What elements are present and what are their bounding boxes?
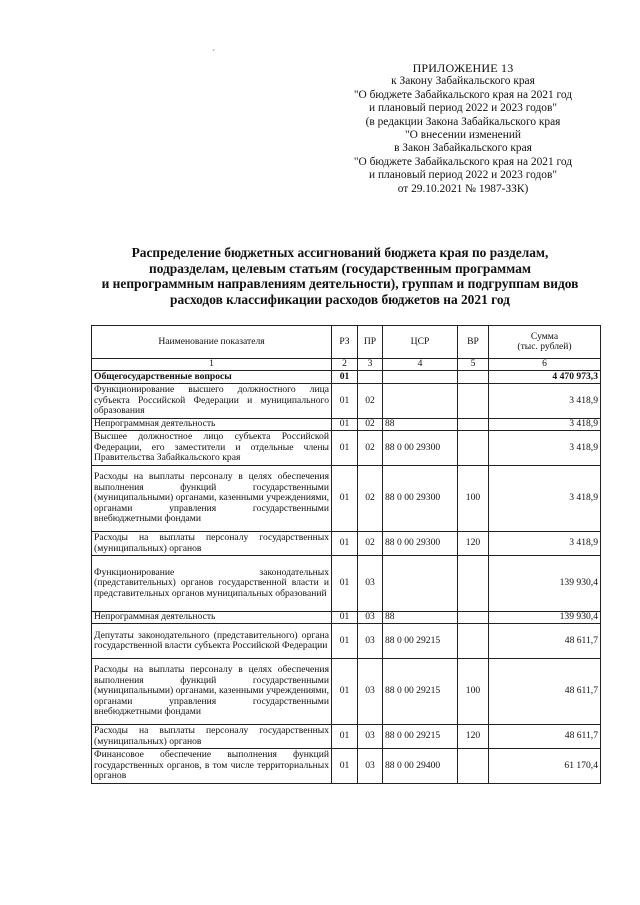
row-pr: 02 xyxy=(358,384,383,419)
row-vr: 120 xyxy=(458,532,489,556)
row-vr: 120 xyxy=(458,725,489,749)
col-header-sum-label: Сумма xyxy=(530,330,559,342)
row-csr: 88 0 00 29215 xyxy=(383,659,458,725)
header-line: от 29.10.2021 № 1987-ЗЗК) xyxy=(397,182,529,195)
row-name: Непрограммная деятельность xyxy=(92,419,332,431)
row-name: Высшее должностное лицо субъекта Российской Федерации, его заместители и отдельные члены Правительства Забайкальского края xyxy=(92,431,332,466)
header-line: "О внесении изменений xyxy=(404,129,522,142)
column-number: 2 xyxy=(332,359,358,371)
table-row xyxy=(92,659,601,725)
row-name: Финансовое обеспечение выполнения функций государственных органов, в том числе территориальных органов xyxy=(92,749,332,784)
row-csr: 88 0 00 29215 xyxy=(383,725,458,749)
row-name: Расходы на выплаты персоналу государственных (муниципальных) органов xyxy=(92,725,332,749)
col-header-sum xyxy=(489,326,601,359)
row-sum: 61 170,4 xyxy=(489,749,601,784)
row-vr xyxy=(458,384,489,419)
row-sum: 139 930,4 xyxy=(489,612,601,624)
row-sum: 139 930,4 xyxy=(489,556,601,612)
col-header-name: Наименование показателя xyxy=(92,326,332,359)
title-line: и непрограммным направлениям деятельности), группам и подгруппам видов xyxy=(101,276,579,292)
table-row xyxy=(92,431,601,466)
col-header-sum-units: (тыс. рублей) xyxy=(517,341,572,352)
table-row xyxy=(92,624,601,659)
budget-table xyxy=(91,325,601,784)
column-number: 6 xyxy=(489,359,601,371)
header-line: в Закон Забайкальского края xyxy=(394,142,532,155)
table-row xyxy=(92,556,601,612)
row-csr: 88 0 00 29300 xyxy=(383,532,458,556)
scan-speck: ´ xyxy=(212,48,215,58)
row-rz: 01 xyxy=(332,371,358,384)
row-name: Расходы на выплаты персоналу в целях обеспечения выполнения функций государственными (муниципальными) органами, казенными учреждениями, органами управления государственными внебюджетными фондами xyxy=(92,659,332,725)
table-row xyxy=(92,725,601,749)
row-rz: 01 xyxy=(332,725,358,749)
col-header-rz: РЗ xyxy=(332,326,358,359)
table-row xyxy=(92,466,601,532)
header-line: и плановый период 2022 и 2023 годов" xyxy=(369,102,557,115)
header-line: "О бюджете Забайкальского края на 2021 год xyxy=(353,88,573,101)
row-pr: 03 xyxy=(358,659,383,725)
title-line: расходов классификации расходов бюджетов на 2021 год xyxy=(170,291,510,307)
row-pr: 02 xyxy=(358,466,383,532)
row-vr: 100 xyxy=(458,466,489,532)
column-number: 4 xyxy=(383,359,458,371)
row-rz: 01 xyxy=(332,612,358,624)
column-number: 1 xyxy=(92,359,332,371)
col-header-pr: ПР xyxy=(358,326,383,359)
row-pr: 03 xyxy=(358,624,383,659)
row-rz: 01 xyxy=(332,749,358,784)
row-csr: 88 0 00 29300 xyxy=(383,431,458,466)
row-pr: 03 xyxy=(358,556,383,612)
row-csr xyxy=(383,384,458,419)
col-header-csr: ЦСР xyxy=(383,326,458,359)
row-csr: 88 0 00 29215 xyxy=(383,624,458,659)
row-pr: 03 xyxy=(358,749,383,784)
row-name: Общегосударственные вопросы xyxy=(92,371,332,384)
row-rz: 01 xyxy=(332,624,358,659)
row-sum: 4 470 973,3 xyxy=(489,371,601,384)
table-header-row xyxy=(92,326,601,359)
row-vr xyxy=(458,371,489,384)
row-sum: 3 418,9 xyxy=(489,419,601,431)
row-name: Непрограммная деятельность xyxy=(92,612,332,624)
row-sum: 48 611,7 xyxy=(489,725,601,749)
row-vr xyxy=(458,431,489,466)
appendix-number: ПРИЛОЖЕНИЕ 13 xyxy=(412,61,514,75)
table-row xyxy=(92,532,601,556)
row-name: Функционирование законодательных (представительных) органов государственной власти и представительных органов муниципальных образований xyxy=(92,556,332,612)
row-name: Депутаты законодательного (представительного) органа государственной власти субъекта Российской Федерации xyxy=(92,624,332,659)
row-rz: 01 xyxy=(332,466,358,532)
row-csr: 88 0 00 29400 xyxy=(383,749,458,784)
table-row xyxy=(92,612,601,624)
table-row xyxy=(92,419,601,431)
column-number: 5 xyxy=(458,359,489,371)
row-pr: 02 xyxy=(358,419,383,431)
row-sum: 3 418,9 xyxy=(489,532,601,556)
row-rz: 01 xyxy=(332,431,358,466)
row-vr xyxy=(458,624,489,659)
row-vr xyxy=(458,556,489,612)
row-name: Функционирование высшего должностного лица субъекта Российской Федерации и муниципального образования xyxy=(92,384,332,419)
column-number-row xyxy=(92,359,601,371)
row-csr: 88 0 00 29300 xyxy=(383,466,458,532)
row-name: Расходы на выплаты персоналу государственных (муниципальных) органов xyxy=(92,532,332,556)
row-name: Расходы на выплаты персоналу в целях обеспечения выполнения функций государственными (муниципальными) органами, казенными учреждениями, органами управления государственными внебюджетными фондами xyxy=(92,466,332,532)
row-csr xyxy=(383,556,458,612)
row-vr: 100 xyxy=(458,659,489,725)
row-vr xyxy=(458,749,489,784)
header-line: и плановый период 2022 и 2023 годов" xyxy=(369,169,557,182)
header-line: "О бюджете Забайкальского края на 2021 год xyxy=(353,155,573,168)
title-line: Распределение бюджетных ассигнований бюджета края по разделам, xyxy=(131,245,549,260)
row-rz: 01 xyxy=(332,532,358,556)
title-line: подразделам, целевым статьям (государственным программам xyxy=(148,260,532,276)
header-line: к Закону Забайкальского края xyxy=(391,75,535,88)
row-rz: 01 xyxy=(332,419,358,431)
row-sum: 48 611,7 xyxy=(489,659,601,725)
row-rz: 01 xyxy=(332,384,358,419)
row-sum: 3 418,9 xyxy=(489,384,601,419)
table-row xyxy=(92,384,601,419)
row-csr: 88 xyxy=(383,612,458,624)
document-title xyxy=(80,245,600,307)
row-pr: 03 xyxy=(358,612,383,624)
row-sum: 3 418,9 xyxy=(489,466,601,532)
header-line: (в редакции Закона Забайкальского края xyxy=(365,115,561,128)
row-sum: 48 611,7 xyxy=(489,624,601,659)
row-pr: 02 xyxy=(358,532,383,556)
row-csr: 88 xyxy=(383,419,458,431)
row-pr: 03 xyxy=(358,725,383,749)
row-pr xyxy=(358,371,383,384)
table-row xyxy=(92,371,601,384)
row-vr xyxy=(458,419,489,431)
row-pr: 02 xyxy=(358,431,383,466)
row-vr xyxy=(458,612,489,624)
table-row xyxy=(92,749,601,784)
row-rz: 01 xyxy=(332,659,358,725)
row-sum: 3 418,9 xyxy=(489,431,601,466)
column-number: 3 xyxy=(358,359,383,371)
row-csr xyxy=(383,371,458,384)
row-rz: 01 xyxy=(332,556,358,612)
col-header-vr: ВР xyxy=(458,326,489,359)
appendix-header xyxy=(318,62,608,196)
